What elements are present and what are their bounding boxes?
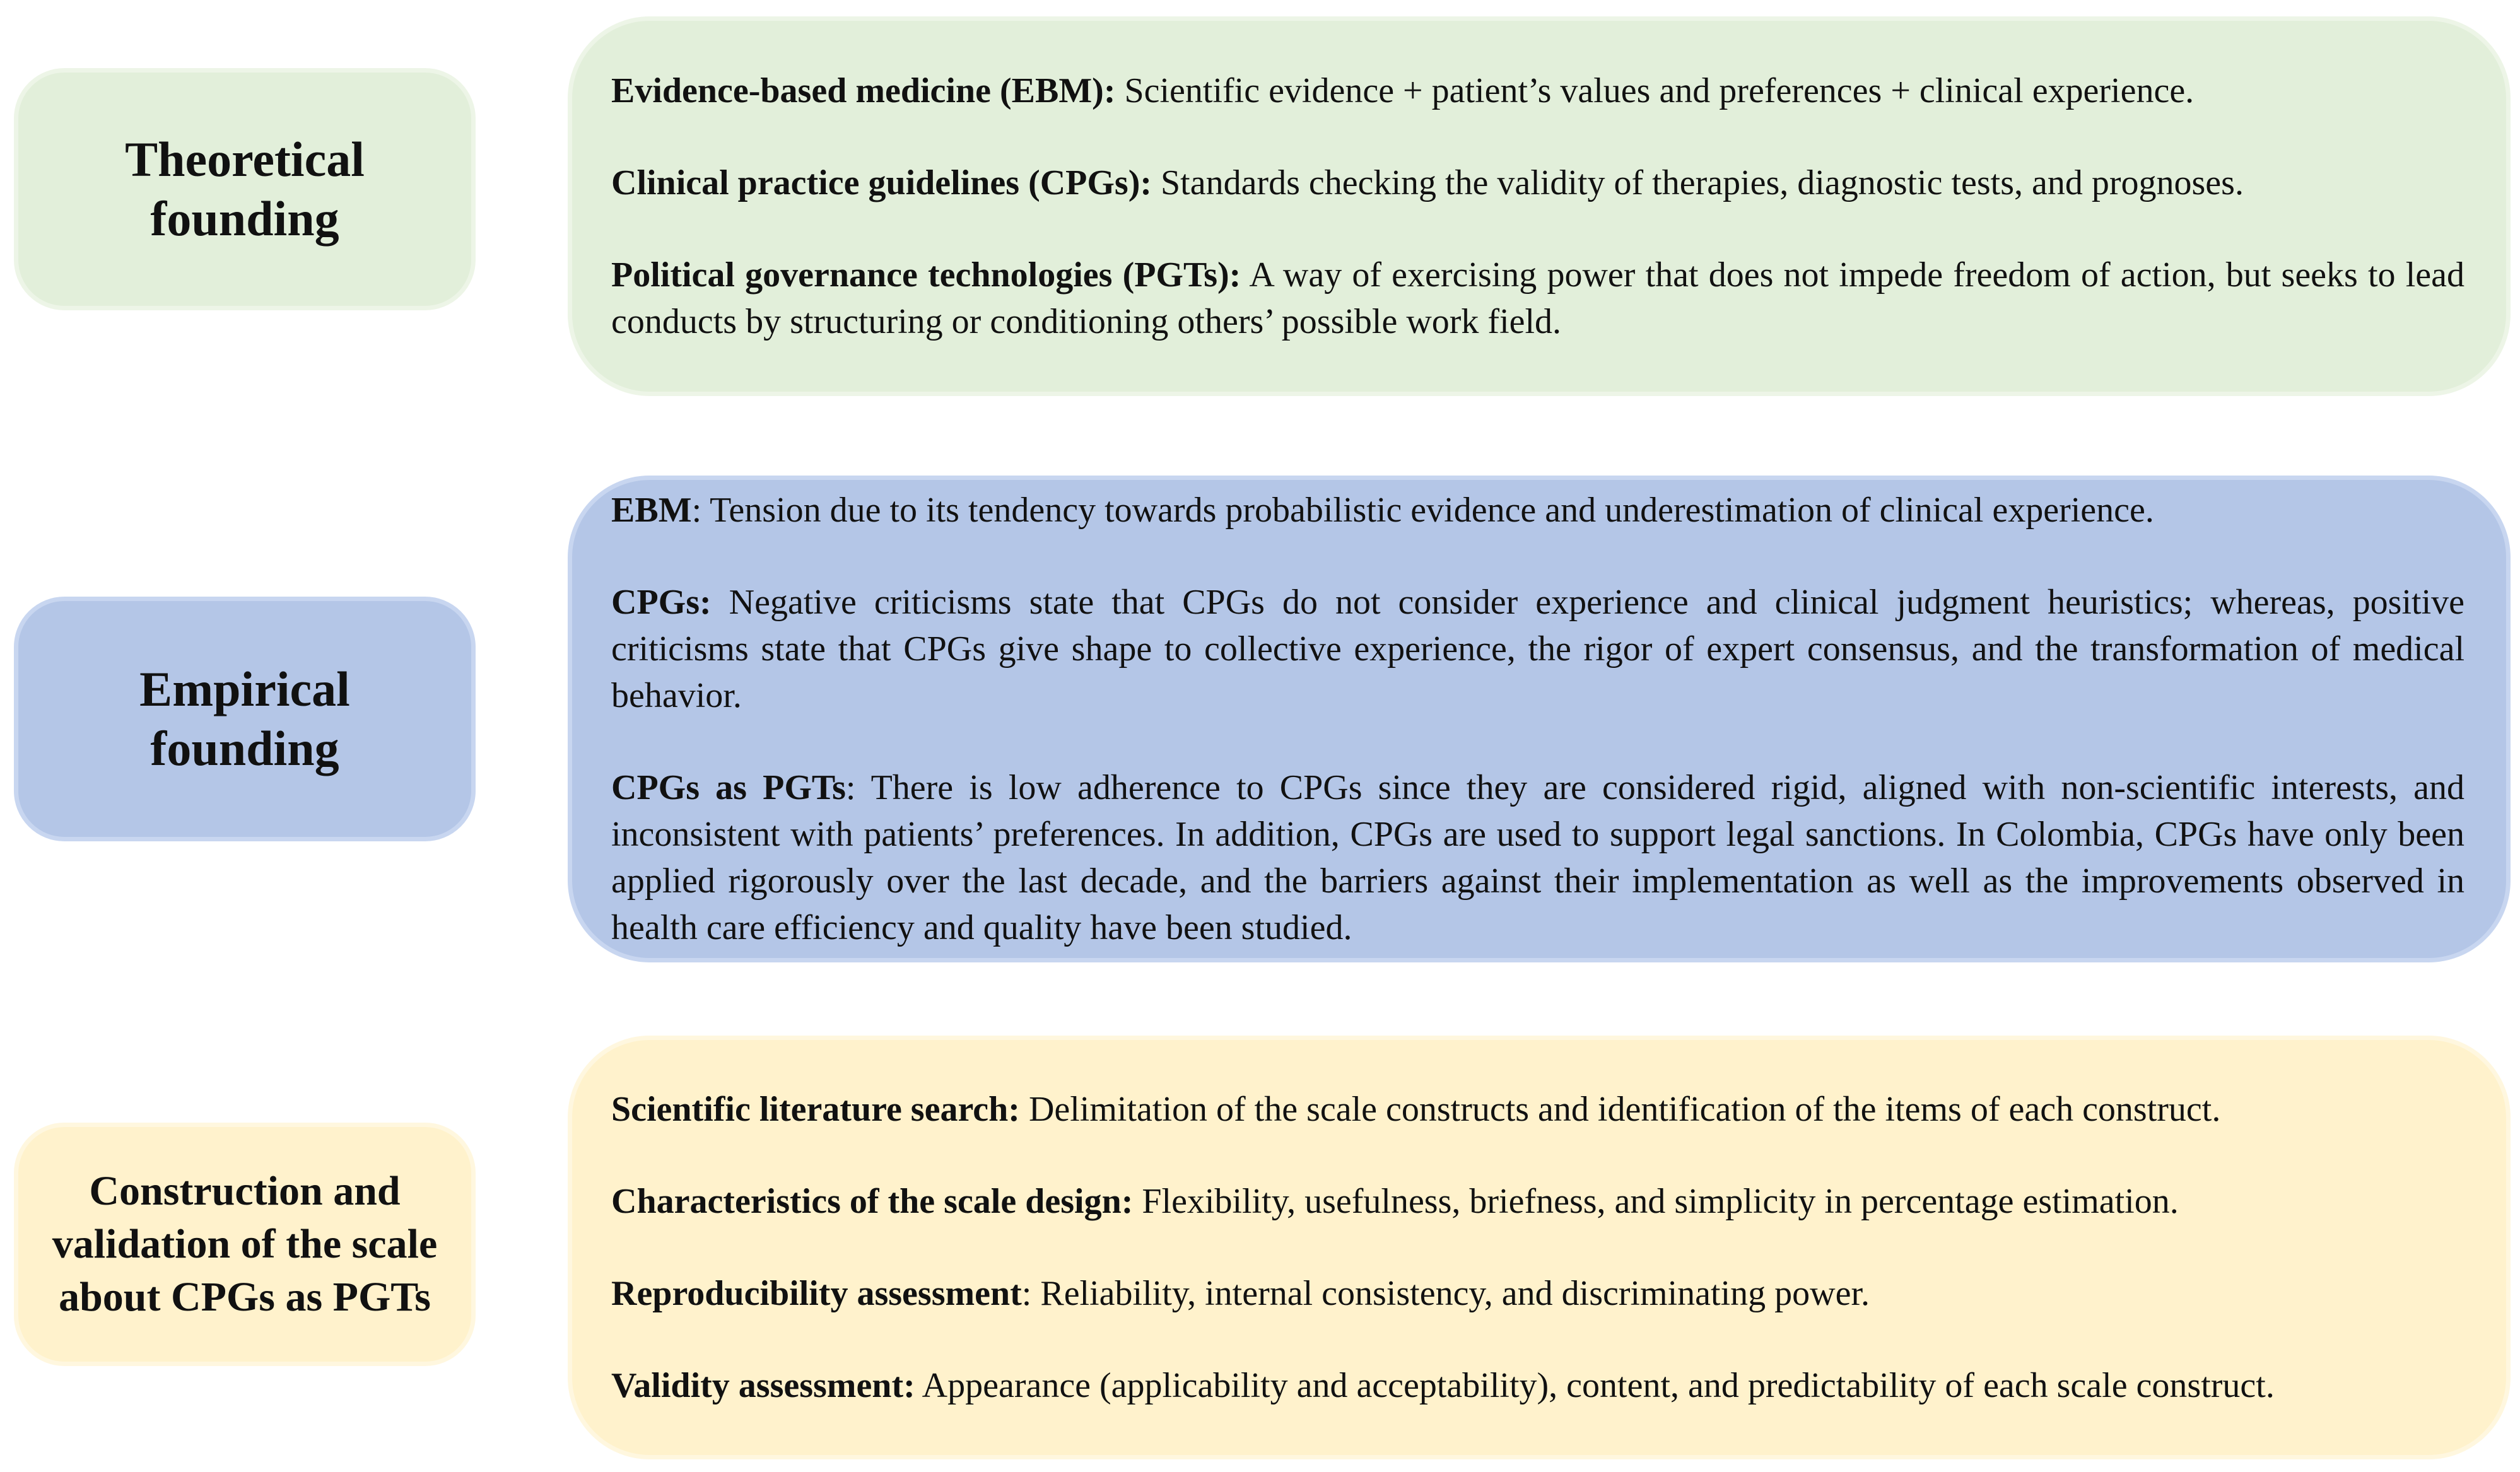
empirical-founding-label — [14, 597, 476, 841]
cpgs-as-pgts-text: : There is low adherence to CPGs since they are considered rigid, aligned with non-scientific interests, and inconsistent with patients’ preferences. In addition, CPGs are used to support legal sanctions. In Colombia, CPGs have only been applied rigorously over the last decade, and the barriers against their implementation as well as the improvements observed in health care efficiency and quality have been studied. — [611, 768, 2465, 947]
theoretical-founding-content — [568, 16, 2511, 396]
cpgs-as-pgts-item — [611, 764, 2464, 951]
ebm-definition — [611, 67, 2464, 114]
cpgs-criticisms-item — [611, 579, 2464, 719]
ebm-tension-item — [611, 487, 2464, 534]
theoretical-founding-title: Theoretical founding — [125, 132, 365, 246]
pgts-text: A way of exercising power that does not impede freedom of action, but seeks to lead conducts by structuring or conditioning others’ possible work field. — [611, 255, 2464, 341]
ebm-tension-text: : Tension due to its tendency towards probabilistic evidence and underestimation of clinical experience. — [691, 491, 2154, 530]
validity-term: Validity assessment: — [611, 1366, 915, 1405]
pgts-definition — [611, 252, 2464, 345]
pgts-term: Political governance technologies (PGTs): — [611, 255, 1241, 295]
cpgs-text: Standards checking the validity of therapies, diagnostic tests, and prognoses. — [1152, 163, 2244, 202]
ebm-tension-term: EBM — [611, 491, 692, 530]
theoretical-founding-row — [0, 0, 2520, 441]
literature-search-text: Delimitation of the scale constructs and identification of the items of each construct. — [1019, 1090, 2221, 1129]
ebm-text: Scientific evidence + patient’s values and preferences + clinical experience. — [1115, 71, 2195, 110]
empirical-founding-content — [568, 476, 2511, 962]
empirical-founding-row — [0, 441, 2520, 996]
theoretical-founding-label — [14, 68, 476, 310]
cpgs-term: Clinical practice guidelines (CPGs): — [611, 163, 1152, 202]
reproducibility-text: : Reliability, internal consistency, and discriminating power. — [1021, 1274, 1870, 1313]
construction-validation-content — [568, 1036, 2511, 1459]
empirical-founding-title: Empirical founding — [139, 662, 350, 776]
cpgs-criticisms-term: CPGs: — [611, 583, 712, 622]
cpgs-definition — [611, 160, 2464, 206]
construction-validation-title: Construction and validation of the scale about CPGs as PGTs — [52, 1168, 438, 1320]
reproducibility-term: Reproducibility assessment — [611, 1274, 1022, 1313]
literature-search-term: Scientific literature search: — [611, 1090, 1020, 1129]
scale-design-term: Characteristics of the scale design: — [611, 1182, 1134, 1221]
construction-validation-label — [14, 1123, 476, 1366]
scale-design-text: Flexibility, usefulness, briefness, and simplicity in percentage estimation. — [1133, 1182, 2179, 1221]
literature-search-item — [611, 1086, 2464, 1133]
ebm-term: Evidence-based medicine (EBM): — [611, 71, 1116, 110]
scale-design-item — [611, 1178, 2464, 1225]
construction-validation-row — [0, 996, 2520, 1472]
cpgs-as-pgts-term: CPGs as PGTs — [611, 768, 846, 807]
reproducibility-item — [611, 1270, 2464, 1317]
validity-item — [611, 1362, 2464, 1409]
cpgs-criticisms-text: Negative criticisms state that CPGs do not consider experience and clinical judgment heuristics; whereas, positive criticisms state that CPGs give shape to collective experience, the rigor of expert consensus, and the transformation of medical behavior. — [611, 583, 2464, 715]
validity-text: Appearance (applicability and acceptability), content, and predictability of each scale construct. — [915, 1366, 2275, 1405]
